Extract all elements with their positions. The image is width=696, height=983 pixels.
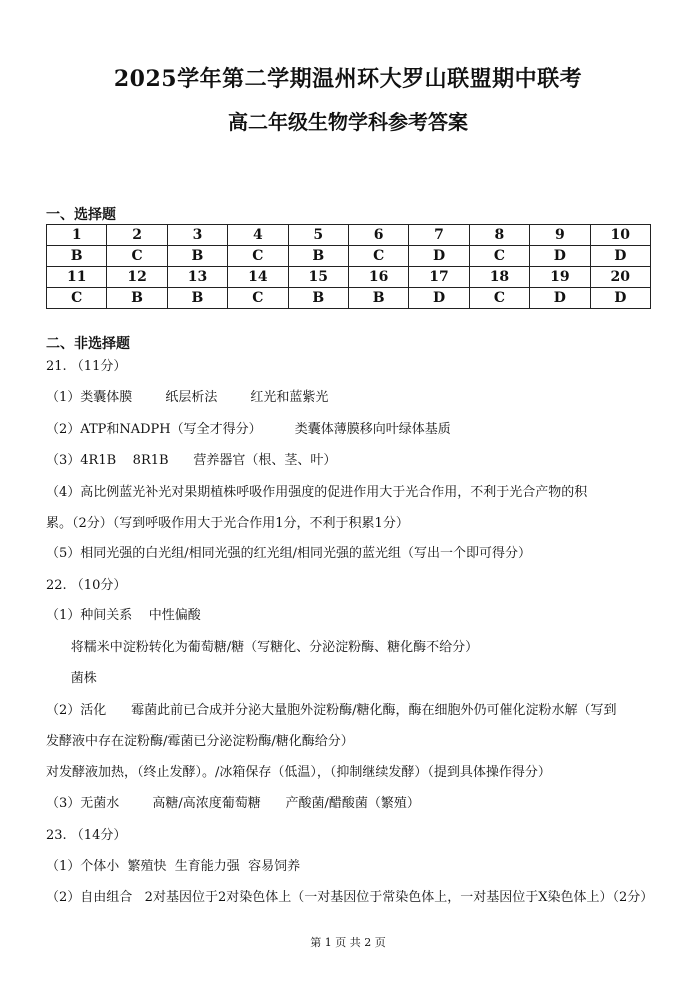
- answer-line: [46, 578, 126, 594]
- answer-row: [47, 246, 651, 267]
- section-heading-multiple-choice: 一、选择题: [46, 207, 116, 223]
- answer-line-text: 累。（2分）（写到呼吸作用大于光合作用1分，不利于积累1分）: [46, 516, 409, 531]
- answer-line-text: 21. （11分）: [46, 359, 127, 374]
- answer-cell: B: [167, 246, 227, 267]
- answer-line-text: （3）无菌水 高糖/高浓度葡萄糖 产酸菌/醋酸菌（繁殖）: [46, 796, 420, 811]
- answer-row: [47, 288, 651, 309]
- answer-line-text: （3）4R1B 8R1B 营养器官（根、茎、叶）: [46, 453, 337, 468]
- answer-cell: B: [288, 246, 348, 267]
- answer-line-text: 菌株: [46, 671, 97, 686]
- answer-line-text: （4）高比例蓝光补光对果期植株呼吸作用强度的促进作用大于光合作用，不利于光合产物的积: [46, 485, 588, 500]
- answer-line: [46, 546, 531, 562]
- question-number-cell: 11: [47, 267, 107, 288]
- answer-line: [46, 485, 587, 501]
- answer-line-text: （5）相同光强的白光组/相同光强的红光组/相同光强的蓝光组（写出一个即可得分）: [46, 546, 532, 561]
- answer-line-text: （1）种间关系 中性偏酸: [46, 608, 201, 623]
- answer-line-text: 22. （10分）: [46, 578, 127, 593]
- answer-cell: B: [167, 288, 227, 309]
- answer-line-text: （2）自由组合 2对基因位于2对染色体上（一对基因位于常染色体上，一对基因位于X染色体上）（2分）: [46, 890, 654, 905]
- answer-line: [46, 859, 300, 875]
- answer-line: [46, 608, 201, 624]
- answer-line-text: 对发酵液加热，（终止发酵）。/冰箱保存（低温），（抑制继续发酵）（提到具体操作得分）: [46, 765, 551, 780]
- answer-cell: D: [590, 246, 650, 267]
- page-footer: 第 1 页 共 2 页: [310, 936, 386, 949]
- question-number-row: [47, 267, 651, 288]
- question-number-cell: 18: [469, 267, 529, 288]
- answer-line: [46, 671, 97, 687]
- question-number-cell: 15: [288, 267, 348, 288]
- answer-cell: D: [530, 246, 590, 267]
- answer-line: [46, 516, 409, 532]
- question-number-cell: 14: [228, 267, 288, 288]
- answer-cell: C: [348, 246, 408, 267]
- answer-cell: C: [469, 288, 529, 309]
- question-number-cell: 19: [530, 267, 590, 288]
- answer-line: [46, 765, 551, 781]
- answer-line: [46, 796, 420, 812]
- answer-line-text: （1）类囊体膜 纸层析法 红光和蓝紫光: [46, 390, 329, 405]
- answer-line: [46, 453, 336, 469]
- question-number-cell: 8: [469, 225, 529, 246]
- answer-cell: C: [47, 288, 107, 309]
- question-number-cell: 1: [47, 225, 107, 246]
- question-number-cell: 9: [530, 225, 590, 246]
- document-subtitle: 高二年级生物学科参考答案: [228, 110, 468, 134]
- answer-line: [46, 359, 126, 375]
- answer-line-text: （2）ATP和NADPH（写全才得分） 类囊体薄膜移向叶绿体基质: [46, 422, 451, 437]
- question-number-cell: 2: [107, 225, 167, 246]
- answer-cell: B: [47, 246, 107, 267]
- answer-line-text: （1）个体小 繁殖快 生育能力强 容易饲养: [46, 859, 301, 874]
- answer-cell: C: [107, 246, 167, 267]
- answer-cell: D: [409, 288, 469, 309]
- question-number-cell: 7: [409, 225, 469, 246]
- question-number-cell: 10: [590, 225, 650, 246]
- answer-line-text: 发酵液中存在淀粉酶/霉菌已分泌淀粉酶/糖化酶给分）: [46, 734, 354, 749]
- answer-line-text: 将糯米中淀粉转化为葡萄糖/糖（写糖化、分泌淀粉酶、糖化酶不给分）: [46, 640, 479, 655]
- question-number-cell: 20: [590, 267, 650, 288]
- question-number-cell: 4: [228, 225, 288, 246]
- question-number-cell: 5: [288, 225, 348, 246]
- answer-line: [46, 390, 328, 406]
- question-number-cell: 12: [107, 267, 167, 288]
- answer-line-text: （2）活化 霉菌此前已合成并分泌大量胞外淀粉酶/糖化酶，酶在细胞外仍可催化淀粉水解（写到: [46, 703, 617, 718]
- answer-line: [46, 734, 354, 750]
- question-number-row: [47, 225, 651, 246]
- answer-cell: C: [228, 288, 288, 309]
- answer-cell: C: [228, 246, 288, 267]
- answer-table: [46, 224, 651, 309]
- answer-cell: D: [409, 246, 469, 267]
- section-heading-non-choice: 二、非选择题: [46, 336, 130, 352]
- answer-line: [46, 890, 653, 906]
- question-number-cell: 13: [167, 267, 227, 288]
- answer-line: [46, 828, 126, 844]
- answer-line: [46, 640, 478, 656]
- answer-cell: C: [469, 246, 529, 267]
- answer-cell: D: [590, 288, 650, 309]
- document-title: 2025学年第二学期温州环大罗山联盟期中联考: [113, 66, 583, 92]
- answer-line: [46, 703, 616, 719]
- answer-cell: B: [288, 288, 348, 309]
- answer-cell: B: [107, 288, 167, 309]
- answer-line-text: 23. （14分）: [46, 828, 127, 843]
- answer-cell: B: [348, 288, 408, 309]
- answer-cell: D: [530, 288, 590, 309]
- answer-line: [46, 422, 451, 438]
- question-number-cell: 3: [167, 225, 227, 246]
- question-number-cell: 17: [409, 267, 469, 288]
- question-number-cell: 6: [348, 225, 408, 246]
- question-number-cell: 16: [348, 267, 408, 288]
